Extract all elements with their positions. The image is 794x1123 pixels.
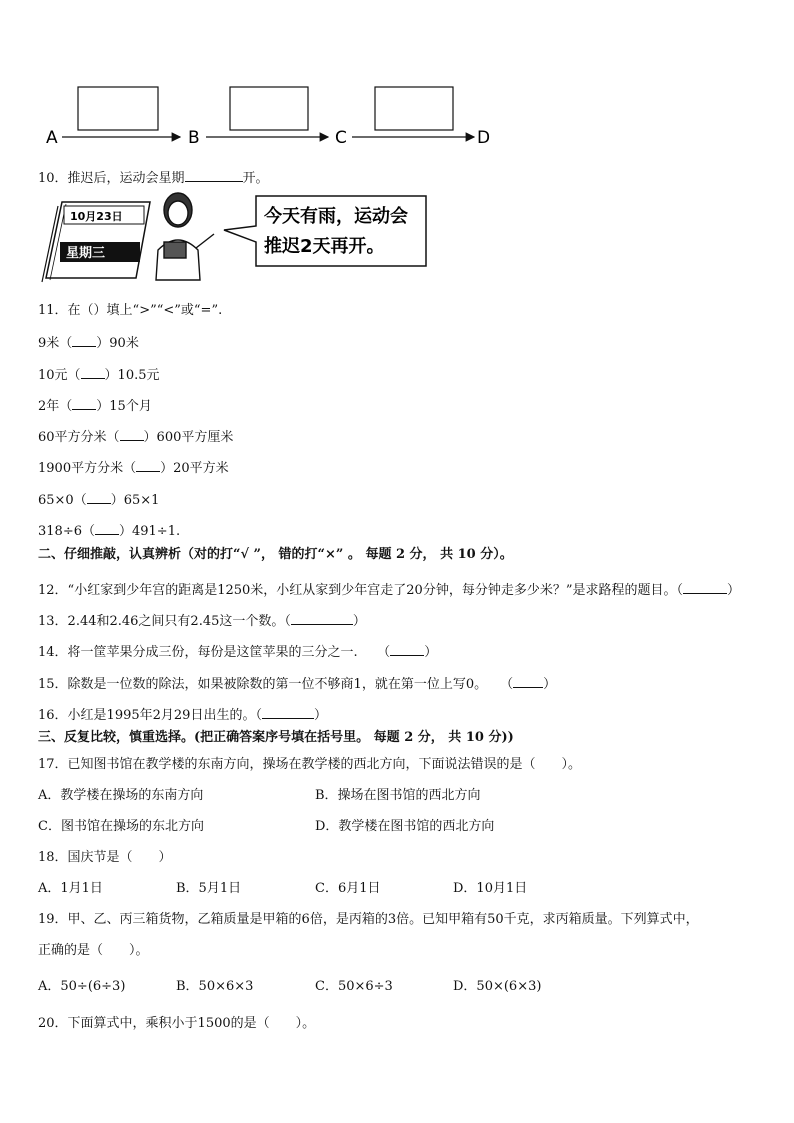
q11-title: 11．在（）填上“>”“<”或“=”. [38, 303, 223, 318]
section-3-title: 三、反复比较，慎重选择。(把正确答案序号填在括号里。 每题 2 分， 共 10 分)) [38, 730, 514, 745]
tf-close-paren: ） [424, 645, 438, 660]
q11-item [38, 489, 159, 510]
tf-answer-blank[interactable] [262, 704, 314, 719]
q10-illustration [38, 190, 428, 286]
q17-option-a[interactable]: A．教学楼在操场的东南方向 [38, 788, 204, 803]
q11-answer-blank[interactable] [72, 332, 96, 347]
tf-question [38, 704, 327, 725]
tf-answer-blank[interactable] [390, 641, 424, 656]
q11-item [38, 332, 139, 353]
q11-item-left: 1900平方分米（ [38, 461, 137, 476]
tf-answer-blank[interactable] [513, 673, 543, 688]
node-a: A [46, 128, 58, 148]
q19-option-b[interactable]: B．50×6×3 [176, 979, 254, 994]
q11-item [38, 395, 152, 416]
q17-option-d[interactable]: D．教学楼在图书馆的西北方向 [315, 819, 495, 834]
tf-close-paren: ） [543, 677, 557, 692]
q18-stem: 18．国庆节是（ ） [38, 850, 172, 865]
q11-item [38, 457, 229, 478]
q11-item-left: 318÷6（ [38, 524, 95, 539]
q19-option-c[interactable]: C．50×6÷3 [315, 979, 393, 994]
tf-close-paren: ） [352, 614, 366, 629]
q11-item-left: 10元（ [38, 368, 81, 383]
tf-answer-blank[interactable] [683, 579, 727, 594]
q11-answer-blank[interactable] [120, 426, 144, 441]
q11-answer-blank[interactable] [136, 457, 160, 472]
q10-answer-blank[interactable] [185, 167, 243, 182]
tf-question-text: 12．“小红家到少年宫的距离是1250米，小红从家到少年宫走了20分钟，每分钟走多少米？”是求路程的题目。（ [38, 583, 683, 598]
node-b: B [188, 128, 200, 148]
tf-close-paren: ） [726, 583, 740, 598]
q18-option-a[interactable]: A．1月1日 [38, 881, 103, 896]
tf-question-text: 13．2.44和2.46之间只有2.45这一个数。（ [38, 614, 291, 629]
q11-item-right: ）600平方厘米 [143, 430, 234, 445]
answer-box-1[interactable] [78, 87, 158, 130]
q17-option-c[interactable]: C．图书馆在操场的东北方向 [38, 819, 204, 834]
q11-item [38, 520, 180, 541]
flow-diagram [40, 82, 500, 150]
q11-item [38, 364, 160, 385]
q19-stem-line-1: 19．甲、乙、丙三箱货物，乙箱质量是甲箱的6倍，是丙箱的3倍。已知甲箱有50千克，求丙箱质量。下列算式中， [38, 912, 699, 927]
q11-item-left: 2年（ [38, 399, 73, 414]
tf-question-text: 15．除数是一位数的除法，如果被除数的第一位不够商1，就在第一位上写0。 （ [38, 677, 514, 692]
speech-bubble [224, 196, 426, 266]
q11-item-right: ）20平方米 [160, 461, 229, 476]
speech-line-1: 今天有雨，运动会 [264, 206, 408, 227]
q19-stem-line-2: 正确的是（ ）。 [38, 943, 149, 958]
q17-stem: 17．已知图书馆在教学楼的东南方向，操场在教学楼的西北方向，下面说法错误的是（ ）。 [38, 757, 582, 772]
answer-box-3[interactable] [375, 87, 453, 130]
q11-item-right: ）10.5元 [104, 368, 160, 383]
q11-item-right: ）491÷1. [118, 524, 181, 539]
teacher-figure [156, 193, 214, 280]
q11-answer-blank[interactable] [81, 364, 105, 379]
q19-option-d[interactable]: D．50×(6×3) [453, 979, 542, 994]
tf-question-text: 16．小红是1995年2月29日出生的。（ [38, 708, 262, 723]
q11-item [38, 426, 233, 447]
tf-question [38, 610, 366, 631]
tf-answer-blank[interactable] [291, 610, 353, 625]
tf-question-text: 14．将一筐苹果分成三份，每份是这筐苹果的三分之一. （ [38, 645, 391, 660]
q10-stem: 10．推迟后，运动会星期 开。 [38, 167, 269, 188]
q17-option-b[interactable]: B．操场在图书馆的西北方向 [315, 788, 481, 803]
q11-item-right: ）65×1 [110, 493, 160, 508]
tf-question [38, 579, 740, 600]
q18-option-c[interactable]: C．6月1日 [315, 881, 381, 896]
q11-answer-blank[interactable] [95, 520, 119, 535]
q19-option-a[interactable]: A．50÷(6÷3) [38, 979, 126, 994]
node-d: D [477, 128, 491, 148]
tf-question [38, 673, 556, 694]
q11-item-left: 9米（ [38, 336, 73, 351]
calendar-date: 10月23日 [70, 210, 123, 223]
q18-option-d[interactable]: D．10月1日 [453, 881, 528, 896]
q11-answer-blank[interactable] [87, 489, 111, 504]
q18-option-b[interactable]: B．5月1日 [176, 881, 242, 896]
section-2-title: 二、仔细推敲，认真辨析（对的打“√ ”， 错的打“×” 。 每题 2 分， 共 10 分）。 [38, 547, 513, 562]
q11-item-left: 65×0（ [38, 493, 87, 508]
tf-question [38, 641, 437, 662]
calendar-weekday: 星期三 [66, 246, 106, 261]
tf-close-paren: ） [313, 708, 327, 723]
speech-line-2: 推迟2天再开。 [264, 236, 385, 257]
q11-item-right: ）15个月 [96, 399, 152, 414]
q20-stem: 20．下面算式中，乘积小于1500的是（ ）。 [38, 1016, 316, 1031]
node-c: C [335, 128, 347, 148]
q11-item-right: ）90米 [96, 336, 139, 351]
q11-item-left: 60平方分米（ [38, 430, 120, 445]
calendar-icon [42, 202, 150, 282]
answer-box-2[interactable] [230, 87, 308, 130]
q11-answer-blank[interactable] [72, 395, 96, 410]
